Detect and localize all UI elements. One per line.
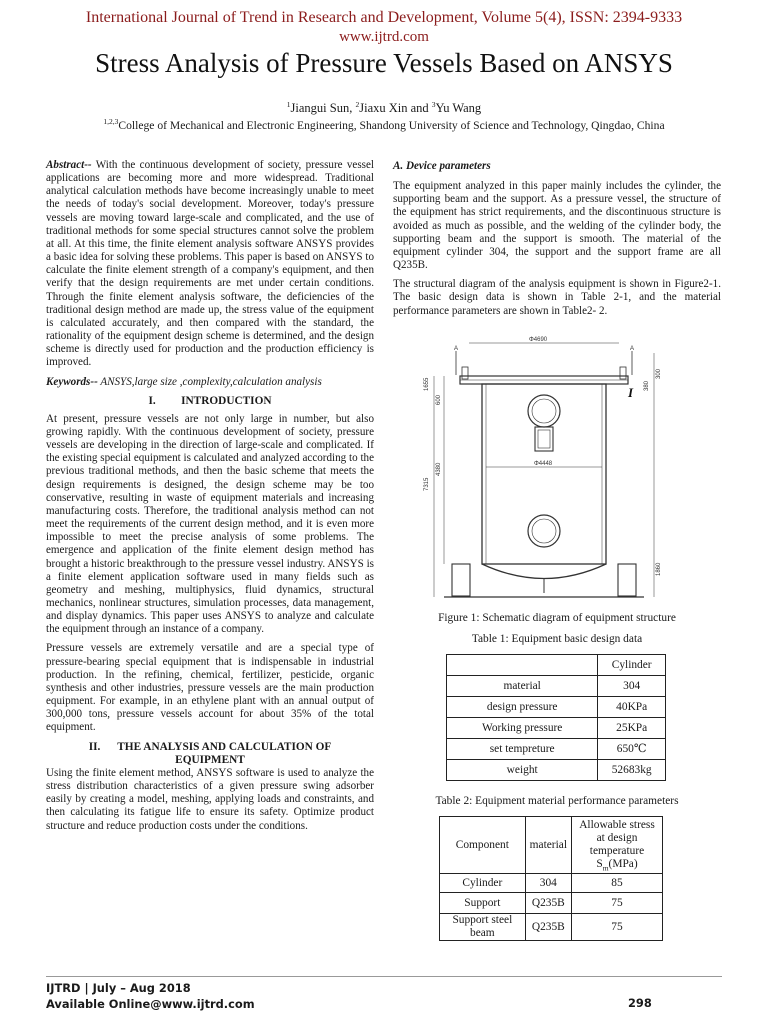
section-a-right-label: A — [630, 346, 635, 352]
abstract-paragraph — [46, 159, 374, 370]
dim-380-label: 380 — [644, 380, 650, 391]
left-column — [46, 159, 374, 839]
introduction-paragraph-2: Pressure vessels are extremely versatile and are a special type of pressure-bearing special equipment that is indispensable in industrial production. In the refining, chemical, fertilizer, pesticide, organic synthesis and other industries, pressure vessels are the main production equipment. For example, in an ethylene plant with an annual output of 300,000 tons, pressure vessels account for about 35% of the total equipment. — [46, 642, 374, 734]
table-cell: design pressure — [447, 697, 598, 718]
manhole-inner — [538, 430, 550, 448]
design-data-table — [446, 654, 666, 781]
author-2-name: Jiaxu Xin and — [359, 101, 432, 115]
dim-300-label: 300 — [656, 368, 662, 379]
author-2-sup: 2 — [355, 99, 360, 109]
affiliation-sup: 1,2,3 — [103, 117, 119, 127]
upper-nozzle — [528, 395, 560, 427]
analysis-heading: II. THE ANALYSIS AND CALCULATION OF EQUIPMENT — [88, 740, 332, 766]
figure-caption: Figure 1: Schematic diagram of equipment structure — [438, 612, 676, 624]
table-cell: 304 — [598, 676, 666, 697]
right-leg — [618, 564, 636, 596]
stress-unit: (MPa) — [608, 858, 638, 870]
detail-marker-label: I — [628, 385, 634, 400]
table-row — [447, 718, 666, 739]
table-cell: 25KPa — [598, 718, 666, 739]
dim-7315-label: 7315 — [424, 477, 430, 491]
right-column — [393, 160, 721, 324]
abstract-text: With the continuous development of society, pressure vessel applications are becoming more and more widespread. Traditional analytical calculation methods have become increasingly unable to meet the needs of today's social development. Moreover, today's pressure vessels are moving toward large-scale and complicated, and the use of traditional methods for some special structures cannot solve the problem at all. At this time, the finite element analysis software ANSYS provides a basic idea for solving these problems. This paper is based on ANSYS to calculate the finite element strength of a company's equipment, and then verify that the design requirements are met under certain conditions. Through the finite element analysis software, the deficiencies of the traditional design method are made up, the stress value of the equipment is calculated accurately, and then compared with the standard, the rationality of the equipment design scheme is determined, and the design scheme is directly used for production and the production efficiency is improved. — [46, 159, 374, 369]
author-line — [0, 101, 768, 116]
table-cell: set tempreture — [447, 739, 598, 760]
dim-1860-label: 1860 — [656, 562, 662, 576]
table-row — [440, 893, 663, 914]
affiliation-line — [0, 119, 768, 132]
table-cell: 75 — [572, 914, 663, 941]
table-cell — [572, 817, 663, 874]
author-3-name: Yu Wang — [435, 101, 482, 115]
table-2-caption: Table 2: Equipment material performance parameters — [435, 795, 679, 807]
dim-1655-label: 1655 — [424, 377, 430, 391]
table-cell: Q235B — [525, 893, 571, 914]
equipment-diagram — [414, 331, 674, 603]
table-cell: material — [447, 676, 598, 697]
left-bracket — [462, 367, 468, 379]
footer-divider — [46, 976, 722, 977]
device-paragraph-1: The equipment analyzed in this paper mainly includes the cylinder, the supporting beam and the support. As a pressure vessel, the structure of the equipment has strict requirements, and the discontinuous structure is avoided as much as possible, and the welding of the cylinder body, the supporting beam and the support is smooth. The material of the equipment cylinder 304, the support and the support frame are all Q235B. — [393, 180, 721, 272]
section-a-left-label: A — [454, 346, 459, 352]
stress-subscript: m — [602, 863, 609, 873]
table-cell: 40KPa — [598, 697, 666, 718]
table-cell: Cylinder — [598, 655, 666, 676]
device-paragraph-2: The structural diagram of the analysis equipment is shown in Figure2-1. The basic design data is shown in Table 2-1, and the material performance parameters are shown in Table2- 2. — [393, 278, 721, 317]
table-1-caption: Table 1: Equipment basic design data — [471, 633, 643, 645]
mid-dim-label: Φ4448 — [534, 461, 553, 467]
table-cell: weight — [447, 760, 598, 781]
stress-symbol: S — [596, 858, 603, 870]
keywords-paragraph — [46, 376, 374, 389]
table-cell: 75 — [572, 893, 663, 914]
table-row — [440, 817, 663, 874]
table-cell: 52683kg — [598, 760, 666, 781]
table-cell: Working pressure — [447, 718, 598, 739]
stress-header-text: Allowable stress at design temperature — [579, 819, 655, 857]
top-dim-label: Φ4690 — [529, 337, 548, 343]
table-row — [447, 760, 666, 781]
affiliation-text: College of Mechanical and Electronic Engineering, Shandong University of Science and Technology, Qingdao, China — [118, 119, 665, 132]
upper-nozzle-inner — [532, 399, 556, 423]
author-3-sup: 3 — [431, 99, 436, 109]
lower-nozzle-inner — [532, 519, 556, 543]
right-bracket — [620, 367, 626, 379]
dim-4380-label: 4380 — [436, 462, 442, 476]
table-cell: Support — [440, 893, 526, 914]
abstract-label: Abstract-- — [46, 159, 92, 171]
table-cell: material — [525, 817, 571, 874]
table-row — [440, 914, 663, 941]
author-1-name: Jiangui Sun, — [290, 101, 356, 115]
table-cell: Support steel beam — [440, 914, 526, 941]
table-cell: 304 — [525, 874, 571, 893]
table-cell: 650℃ — [598, 739, 666, 760]
bottom-head — [482, 564, 606, 579]
footer-issue: IJTRD | July – Aug 2018 — [46, 981, 191, 995]
footer-left — [46, 980, 255, 1012]
table-cell: Cylinder — [440, 874, 526, 893]
table-cell: Q235B — [525, 914, 571, 941]
footer-online[interactable]: Available Online@www.ijtrd.com — [46, 997, 255, 1011]
cylinder-body — [482, 384, 606, 564]
material-parameters-table — [439, 816, 663, 941]
page-number: 298 — [628, 996, 652, 1010]
table-cell: 85 — [572, 874, 663, 893]
author-1-sup: 1 — [286, 99, 291, 109]
keywords-label: Keywords-- — [46, 375, 98, 388]
table-row — [447, 655, 666, 676]
table-row — [447, 697, 666, 718]
dim-600-label: 600 — [436, 394, 442, 405]
keywords-text: ANSYS,large size ,complexity,calculation analysis — [97, 375, 322, 388]
left-leg — [452, 564, 470, 596]
journal-website[interactable]: www.ijtrd.com — [339, 29, 429, 45]
table-cell: Component — [440, 817, 526, 874]
paper-title: Stress Analysis of Pressure Vessels Based on ANSYS — [95, 48, 673, 78]
device-parameters-heading: A. Device parameters — [393, 160, 491, 172]
table-cell — [447, 655, 598, 676]
journal-header: International Journal of Trend in Research and Development, Volume 5(4), ISSN: 2394-9333 — [85, 9, 683, 26]
table-row — [440, 874, 663, 893]
table-row — [447, 739, 666, 760]
table-row — [447, 676, 666, 697]
analysis-paragraph-1: Using the finite element method, ANSYS software is used to analyze the stress distribution characteristics of a given pressure swing adsorber easily by creating a model, meshing, applying loads and constraints, and then calculating its fatigue life to ensure its safety. Optimize product structure and reduce production costs under the conditions. — [46, 766, 374, 832]
introduction-paragraph-1: At present, pressure vessels are not only large in number, but also growing rapidly. With the continuous development of society, pressure vessels are developing in the direction of large-scale and complicated. If the existing special equipment is calculated and analyzed according to the previous traditional methods, and then the basic scheme that meets the design requirements is designed, the design scheme may be too conservative, resulting in waste of equipment materials and increasing manufacturing costs. Therefore, the traditional analysis method can not meet the requirements of the current design method, and it is even more impossible to meet the precise analysis of some problems. The emergence and application of the finite element design method has brought a historic breakthrough to the pressure vessel industry. ANSYS is a finite element application software used in many fields such as geometry and meshing, multiphysics, fluid dynamics, structural mechanics, nonlinear structures, simulation processes, data management, and display dynamics. This paper uses ANSYS to analyze and calculate the equipment through an instance of a company. — [46, 412, 374, 636]
introduction-heading: I. INTRODUCTION — [148, 394, 272, 407]
lower-nozzle — [528, 515, 560, 547]
